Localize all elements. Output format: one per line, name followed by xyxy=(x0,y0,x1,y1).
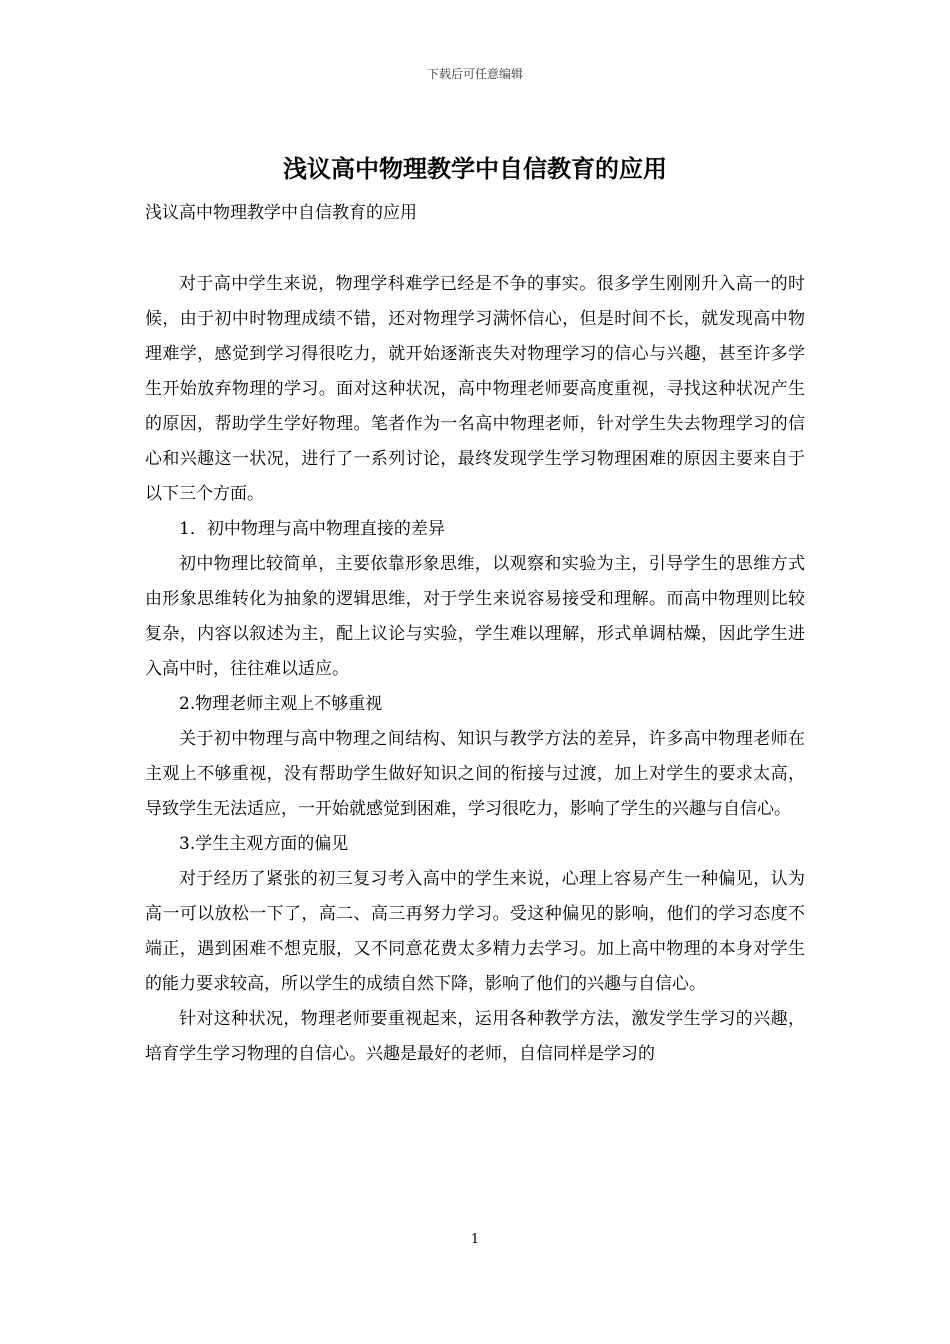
paragraph-section-1: 初中物理比较简单，主要依靠形象思维，以观察和实验为主，引导学生的思维方式由形象思维转化为抽象的逻辑思维，对于学生来说容易接受和理解。而高中物理则比较复杂，内容以叙述为主，配上议论与实验，学生难以理解，形式单调枯燥，因此学生进入高中时，往往难以适应。 xyxy=(145,554,805,679)
paragraph-section-2: 关于初中物理与高中物理之间结构、知识与教学方法的差异，许多高中物理老师在主观上不够重视，没有帮助学生做好知识之间的衔接与过渡，加上对学生的要求太高，导致学生无法适应，一开始就感觉到困难，学习很吃力，影响了学生的兴趣与自信心。 xyxy=(145,729,805,819)
page-number: 1 xyxy=(470,1232,480,1247)
document-body xyxy=(145,267,805,1072)
section-heading-2: 2.物理老师主观上不够重视 xyxy=(179,694,383,714)
header-note: 下载后可任意编辑 xyxy=(426,67,523,81)
section-heading-1: 1．初中物理与高中物理直接的差异 xyxy=(179,519,445,539)
document-subtitle: 浅议高中物理教学中自信教育的应用 xyxy=(145,203,417,223)
paragraph-conclusion: 针对这种状况，物理老师要重视起来，运用各种教学方法，激发学生学习的兴趣，培育学生学习物理的自信心。兴趣是最好的老师，自信同样是学习的 xyxy=(145,1009,805,1064)
paragraph-intro: 对于高中学生来说，物理学科难学已经是不争的事实。很多学生刚刚升入高一的时候，由于初中时物理成绩不错，还对物理学习满怀信心，但是时间不长，就发现高中物理难学，感觉到学习得很吃力，就开始逐渐丧失对物理学习的信心与兴趣，甚至许多学生开始放弃物理的学习。面对这种状况，高中物理老师要高度重视，寻找这种状况产生的原因，帮助学生学好物理。笔者作为一名高中物理老师，针对学生失去物理学习的信心和兴趣这一状况，进行了一系列讨论，最终发现学生学习物理困难的原因主要来自于以下三个方面。 xyxy=(145,274,805,504)
document-title: 浅议高中物理教学中自信教育的应用 xyxy=(283,154,667,183)
section-heading-3: 3.学生主观方面的偏见 xyxy=(179,834,349,854)
paragraph-section-3: 对于经历了紧张的初三复习考入高中的学生来说，心理上容易产生一种偏见，认为高一可以放松一下了，高二、高三再努力学习。受这种偏见的影响，他们的学习态度不端正，遇到困难不想克服，又不同意花费太多精力去学习。加上高中物理的本身对学生的能力要求较高，所以学生的成绩自然下降，影响了他们的兴趣与自信心。 xyxy=(145,869,805,994)
